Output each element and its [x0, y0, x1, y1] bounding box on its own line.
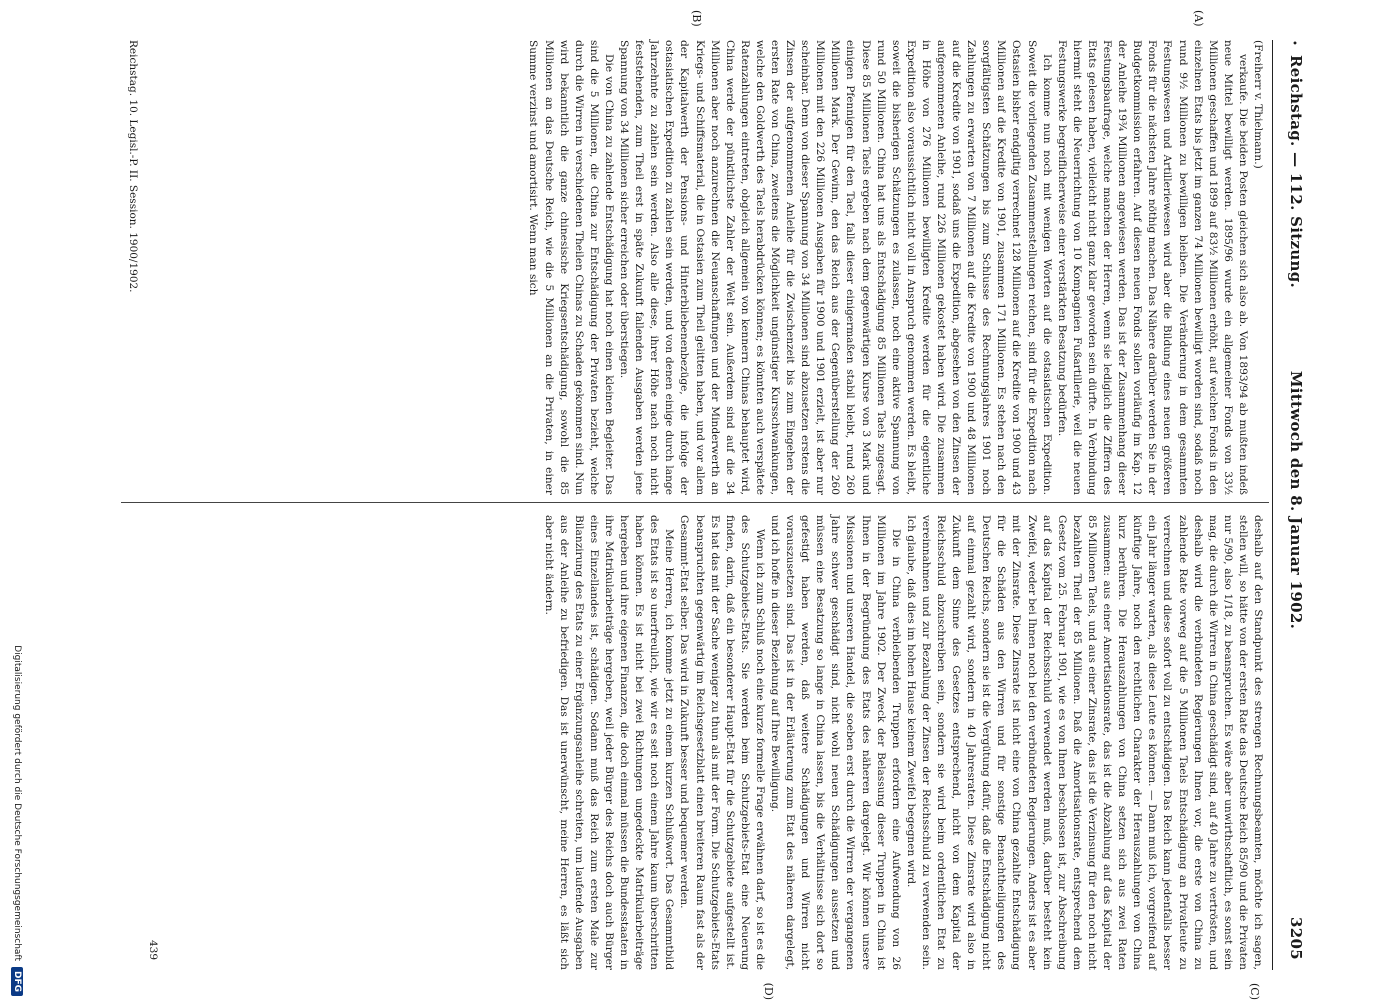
right-column — [541, 515, 1266, 970]
digitization-credit — [3, 6, 23, 996]
header-page-number: 3205 — [1287, 917, 1305, 960]
marker-d: (D) — [762, 982, 775, 1000]
column-divider — [121, 502, 1269, 503]
footer-reference: Reichstag. 10. Legisl.-P. II. Session. 1900/1902. — [127, 40, 139, 293]
header-rule — [1272, 40, 1273, 970]
bullet-mark: • — [1288, 40, 1299, 46]
paragraph: Meine Herren, ich komme jetzt zu einem kurzen Schlußwort. Das Gesammtbild des Etats ist so unerfreulich, wie wir es seit noch einem Jahre kaum überschritten haben können. Es ist nicht bei zwei Richtungen ungedeckte Matrikularbeiträge hergeben und ihre eigenen Finanzen, die doch einmal müssen die Bundesstaaten in ihre Matrikularbeiträge hergeben, weil jeder Bürger des Reichs doch auch Bürger eines Einzellandes ist, schädigen. Sodann muß das Reich zum ersten Male zur Bilanzirung des Etats zu einer Ergänzungsanleihe schreiten, um laufende Ausgaben aus der Anleihe zu befriedigen. Das ist unerwünscht, meine Herren, es läßt sich aber nicht ändern. — [542, 515, 676, 970]
footer-sheet-number: 439 — [147, 939, 159, 960]
header-left: Reichstag. — 112. Sitzung. — [1287, 55, 1305, 289]
digitization-note: Digitalisierung gefördert durch die Deutsche Forschungsgemeinschaft — [12, 645, 22, 961]
paragraph: Die von China zu zahlende Entschädigung hat noch einen kleinen Begleiter. Das sind die 5 Millionen, die China zur Entschädigung der Privaten bezieht, welche durch die Wirren in verschiedenen Theilen Chinas zu Schaden gekommen sind. Nun wird bekanntlich die ganze chinesische Kriegsentschädigung, sowohl die 85 Millionen an das Deutsche Reich, wie die 5 Millionen an die Privaten, in einer Summe verzinst und amortisirt. Wenn man sich — [527, 40, 615, 495]
dfg-logo: DFG — [11, 967, 23, 996]
speaker-label: (Freiherr v. Thielmann.) — [1252, 40, 1264, 169]
paragraph: Ich komme nun noch mit wenigen Worten auf die ostasiatischen Expedition. Soweit die vorliegenden Zusammenstellungen reichen, sind für die Expedition nach Ostasien bisher endgiltig verrechnet 128 Millionen auf die Kredite von 1900 und 43 Millionen auf die Kredite von 1901, zusammen 171 Millionen. Es stehen nach den sorgfältigsten Schätzungen bis zum Schlusse des Rechnungsjahres 1901 noch Zahlungen zu erwarten von 7 Millionen auf die Kredite von 1900 und 48 Millionen auf die Kredite von 1901, sodaß uns die Expedition, abgesehen von den Zinsen der aufgenommenen Anleihe, rund 226 Millionen gekostet haben wird. Die zusammen in Höhe von 276 Millionen bewilligten Kredite werden für die eigentliche Expedition also voraussichtlich nicht voll in Anspruch genommen werden. Es bleibt, soweit die bisherigen Schätzungen es zulassen, noch eine aktive Spannung von rund 50 Millionen. China hat uns als Entschädigung 85 Millionen Taels zugesagt. Diese 85 Millionen Taels ergeben nach dem gegenwärtigen Kurse von 3 Mark und einigen Pfennigen für den Tael, falls dieser einigermaßen stabil bleibt, rund 260 Millionen Mark. Der Gewinn, den das Reich aus der Gegenüberstellung der 260 Millionen mit den 226 Millionen Ausgaben für 1900 und 1901 erzielt, ist aber nur scheinbar. Denn von dieser Spannung von 34 Millionen sind abzusetzen erstens die Zinsen der aufgenommenen Anleihe für die Zwischenzeit bis zum Eingehen der ersten Rate von China, zweitens die Möglichkeit ungünstiger Kursschwankungen, welche den Goldwerth des Taels herabdrücken können; es könnten auch verspätete Ratenzahlungen eintreten, obgleich allgemein von kennern Chinas behauptet wird, China werde der pünktlichste Zahler der Welt sein. Außerdem sind auf die 34 Millionen aber noch anzurechnen die Neuanschaffungen und der Minderwerth an Kriegs- und Schiffsmaterial, die in Ostasien zum Theil gelitten haben, und vor allem der Kapitalwerth der Pensions- und Hinterbliebenenbezüge, die infolge der ostasiatischen Expedition zu zahlen sein werden, und von denen einige durch lange Jahrzehnte zu zahlen sein werden. Also alle diese, ihrer Höhe nach noch nicht feststehenden, zum Theil erst in späte Zukunft fallenden Ausgaben werden jene Spannung von 34 Millionen sicher erreichen oder überstiegen. — [618, 40, 1053, 495]
marker-a: (A) — [1192, 10, 1205, 27]
paragraph: verkaufe. Die beiden Posten gleichen sich also ab. Von 1893/94 ab mußten indeß neue Mittel bewilligt werden. 1895/96 wurde ein allgemeiner Fonds von 33½ Millionen geschaffen und 1899 auf 83½ Millionen erhöht, auf welchen Fonds in den einzelnen Etats bis jetzt im ganzen 74 Millionen bewilligt worden sind, sodaß noch rund 9½ Millionen zu bewilligen bleiben. Die Veränderung in dem gesammten Festungswesen und Artilleriewesen wird aber die Bildung eines neuen größeren Fonds für die nächsten Jahre nöthig machen. Das Nähere darüber werden Sie in der Budgetkommission erfahren. Auf diesen neuen Fonds sollen vorläufig im Kap. 12 der Anleihe 19¾ Millionen angewiesen werden. Das ist der Zusammenhang dieser Festungsbaufrage, welche manchen der Herren, wenn sie lediglich die Ziffern des Etats gelesen haben, vielleicht nicht ganz klar geworden sein dürfte. In Verbindung hiermit steht die Neuerrichtung von 10 Kompagnien Fußartillerie, weil die neuen Festungswerke begreiflicherweise einer verstärkten Besatzung bedürfen. — [1055, 40, 1249, 495]
marker-c: (C) — [1248, 983, 1261, 1000]
header-date: Mittwoch den 8. Januar 1902. — [1287, 370, 1305, 630]
left-column — [525, 40, 1265, 495]
marker-b: (B) — [690, 10, 703, 27]
paragraph: Wenn ich zum Schluß noch eine kurze formelle Frage erwähnen darf, so ist es die des Schutzgebiets-Etats. Sie werden beim Schutzgebiets-Etat eine Neuerung finden, darin, daß ein besonderer Haupt-Etat für die Schutzgebiete aufgestellt ist. Es hat das mit der Sache weniger zu thun als mit der Form. Die Schutzgebiets-Etats beanspruchten gegenwärtig im Reichsgesetzblatt einen breiteren Raum fast als der Gesammt-Etat selber. Das wird in Zukunft besser und bequemer werden. — [678, 515, 766, 970]
paragraph: Die in China verbleibenden Truppen erfordern eine Aufwendung von 26 Millionen im Jahre 1902. Der Zweck der Belassung dieser Truppen in China ist Ihnen in der Begründung des Etats des näheren dargelegt. Wir können unsere Missionen und unseren Handel, die soeben erst durch die Wirren der vergangenen Jahre schwer geschädigt sind, nicht wohl neuen Schädigungen aussetzen und müssen eine Besatzung so lange in China lassen, bis die Verhältnisse sich dort so gefestigt haben werden, daß weitere Schädigungen und Wirren nicht vorauszusetzen sind. Das ist in der Erläuterung zum Etat des näheren dargelegt, und ich hoffe in dieser Beziehung auf Ihre Bewilligung. — [769, 515, 902, 970]
paragraph: deshalb auf den Standpunkt des strengen Rechnungsbeamten, möchte ich sagen, stellen will, so hätte von der ersten Rate das Deutsche Reich 85/90 und die Privaten nur 5/90, also 1/18, zu beanspruchen. Es wäre aber unwirthschaftlich, es sonst sein mag, die durch die Wirren in China geschädigt sind, auf 40 Jahre zu vertrösten, und deshalb wird die verbündeten Regierungen Ihnen vor, die erste von China zu zahlende Rate vorweg auf die 5 Millionen Taels Entschädigung an Privatleute zu verrechnen und diese sofort voll zu entschädigen. Das Reich kann jedenfalls besser ein Jahr länger warten, als diese Leute es können. — Dann muß ich, vorgreifend auf künftige Jahre, noch den rechtlichen Charakter der Herauszahlungen von China kurz berühren. Die Herauszahlungen von China setzen sich aus zwei Raten zusammen: aus einer Amortisationsrate, das ist die Abzahlung auf das Kapital der 85 Millionen Taels, und aus einer Zinsrate, das ist die Verzinsung für den noch nicht bezahlten Theil der 85 Millionen. Daß die Amortisationsrate, entsprechend dem Gesetz vom 25. Februar 1901, wie es von Ihnen beschlossen ist, zur Abschreibung auf das Kapital der Reichsschuld verwendet werden muß, darüber besteht kein Zweifel, weder bei Ihnen noch bei den verbündeten Regierungen. Anders ist es aber mit der Zinsrate. Diese Zinsrate ist nicht eine von China gezahlte Entschädigung für die Schäden aus den Wirren und für sonstige Benachtheiligungen des Deutschen Reichs, sondern sie ist die Vergütung dafür, daß die Entschädigung nicht auf einmal gezahlt wird, sondern in 40 Jahresraten. Diese Zinsrate wird also in Zukunft dem Sinne des Gesetzes entsprechend, nicht von dem Kapital der Reichsschuld abzuschreiben sein, sondern sie wird beim ordentlichen Etat zu vereinnahmen und zur Bezahlung der Zinsen der Reichsschuld zu verwenden sein. Ich glaube, daß dies im hohen Hause keinem Zweifel begegnen wird. — [904, 515, 1264, 970]
